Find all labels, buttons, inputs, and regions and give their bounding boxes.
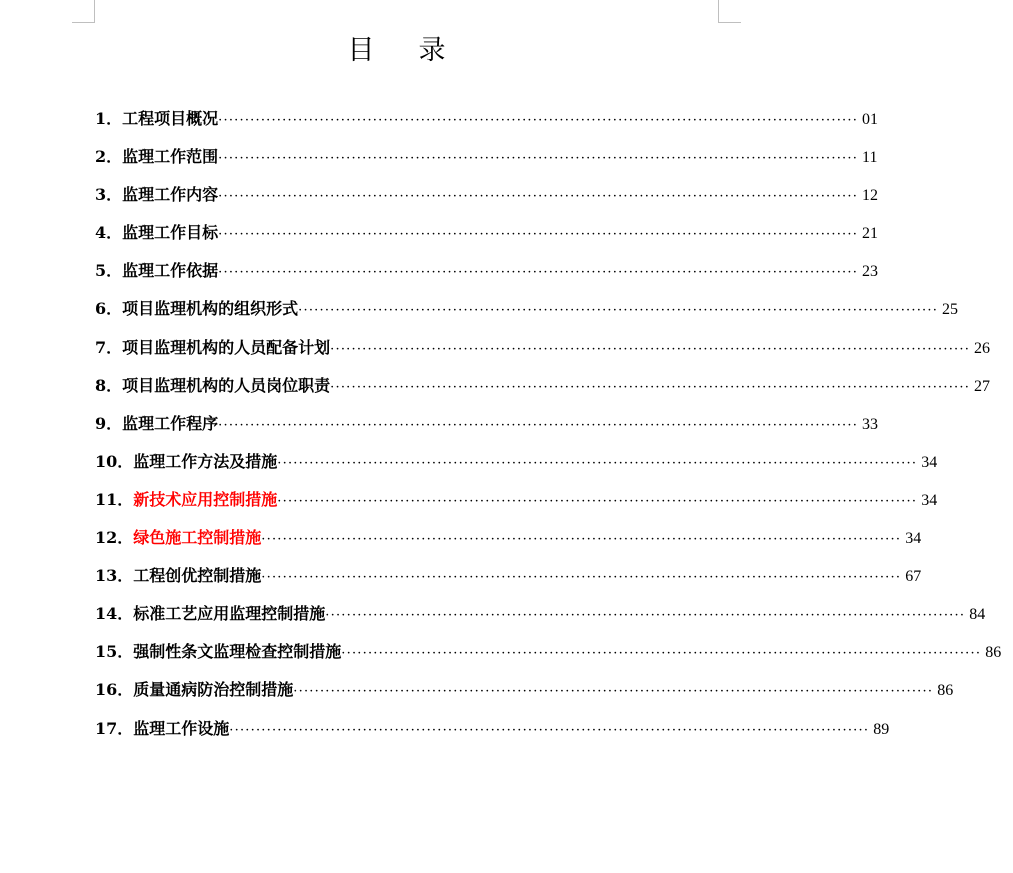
- toc-entry[interactable]: [95, 367, 991, 405]
- toc-entry[interactable]: [95, 710, 890, 748]
- toc-entry-label: 工程创优控制措施: [133, 566, 262, 586]
- toc-entry-page-number: 86: [937, 682, 954, 700]
- toc-entry-label: 强制性条文监理检查控制措施: [133, 642, 342, 662]
- toc-entry-number: 10．: [95, 451, 134, 471]
- toc-dot-leader: ························································································································: [218, 417, 859, 433]
- toc-entry-page-number: 27: [974, 377, 991, 395]
- toc-entry-label: 绿色施工控制措施: [133, 528, 262, 548]
- toc-entry-label: 监理工作程序: [122, 413, 219, 433]
- toc-entry-number: 15．: [95, 642, 134, 662]
- toc-dot-leader: ························································································································: [277, 455, 918, 471]
- toc-entry-page-number: 34: [905, 530, 922, 548]
- toc-entry-number: 3．: [95, 185, 123, 205]
- toc-entry-label: 标准工艺应用监理控制措施: [133, 604, 326, 624]
- toc-entry-number: 6．: [95, 299, 123, 319]
- toc-entry-number: 1．: [95, 109, 123, 128]
- toc-entry-number: 14．: [95, 604, 134, 624]
- toc-entry-page-number: 89: [873, 720, 890, 738]
- toc-entry-label: 项目监理机构的人员岗位职责: [122, 375, 331, 395]
- toc-entry[interactable]: [95, 252, 879, 290]
- toc-dot-leader: ························································································································: [229, 722, 870, 738]
- page-title: [0, 28, 793, 67]
- toc-entry[interactable]: [95, 481, 938, 519]
- toc-entry-label: 监理工作设施: [133, 718, 230, 738]
- toc-entry-number: 5．: [95, 261, 123, 281]
- toc-entry-number: 4．: [95, 223, 123, 243]
- toc-entry-number: 12．: [95, 528, 134, 548]
- toc-entry-number: 13．: [95, 566, 134, 586]
- title-char-1: 目: [347, 35, 375, 66]
- toc-entry-label: 项目监理机构的组织形式: [122, 299, 299, 319]
- toc-dot-leader: ························································································································: [218, 189, 859, 205]
- toc-entry[interactable]: [95, 633, 1002, 671]
- toc-entry-number: 16．: [95, 680, 134, 700]
- toc-entry-label: 监理工作依据: [122, 261, 219, 281]
- toc-entry[interactable]: [95, 557, 922, 595]
- toc-entry[interactable]: [95, 290, 959, 328]
- toc-entry-page-number: 34: [921, 491, 938, 509]
- toc-dot-leader: ························································································································: [298, 303, 939, 319]
- toc-dot-leader: ························································································································: [261, 570, 902, 586]
- toc-entry[interactable]: [95, 138, 878, 176]
- toc-entry-number: 7．: [95, 337, 123, 357]
- toc-dot-leader: ························································································································: [218, 265, 859, 281]
- toc-entry[interactable]: [95, 214, 879, 252]
- toc-entry-page-number: 84: [969, 606, 986, 624]
- toc-entry-page-number: 26: [974, 339, 991, 357]
- toc-dot-leader: ························································································································: [218, 151, 859, 167]
- toc-entry[interactable]: [95, 329, 991, 367]
- toc-dot-leader: ························································································································: [341, 646, 982, 662]
- toc-entry-page-number: 12: [862, 187, 879, 205]
- toc-dot-leader: ························································································································: [261, 532, 902, 548]
- toc-entry-label: 质量通病防治控制措施: [133, 680, 294, 700]
- toc-dot-leader: ························································································································: [325, 608, 966, 624]
- toc-entry-page-number: 01: [862, 111, 879, 128]
- toc-entry-page-number: 86: [985, 644, 1002, 662]
- toc-entry[interactable]: [95, 595, 986, 633]
- toc-entry-page-number: 67: [905, 568, 922, 586]
- toc-entry[interactable]: [95, 176, 879, 214]
- toc-dot-leader: ························································································································: [218, 113, 859, 128]
- toc-dot-leader: ························································································································: [218, 227, 859, 243]
- toc-entry-number: 11．: [95, 489, 134, 509]
- toc-entry-page-number: 11: [862, 149, 878, 167]
- toc-dot-leader: ························································································································: [330, 379, 971, 395]
- toc-entry-label: 监理工作目标: [122, 223, 219, 243]
- toc-entry-page-number: 21: [862, 225, 879, 243]
- toc-entry-page-number: 34: [921, 453, 938, 471]
- title-char-2: 录: [418, 35, 446, 66]
- table-of-contents: [95, 100, 1002, 748]
- toc-entry-number: 17．: [95, 718, 134, 738]
- toc-entry-label: 监理工作内容: [122, 185, 219, 205]
- toc-entry[interactable]: [95, 100, 879, 138]
- toc-entry-number: 2．: [95, 147, 123, 167]
- toc-entry-label: 项目监理机构的人员配备计划: [122, 337, 331, 357]
- toc-entry[interactable]: [95, 671, 954, 709]
- toc-entry[interactable]: [95, 519, 922, 557]
- toc-entry-number: 8．: [95, 375, 123, 395]
- toc-dot-leader: ························································································································: [293, 684, 934, 700]
- toc-entry[interactable]: [95, 443, 938, 481]
- toc-entry-label: 工程项目概况: [122, 109, 219, 128]
- toc-entry-number: 9．: [95, 413, 123, 433]
- toc-entry-label: 新技术应用控制措施: [133, 489, 278, 509]
- toc-entry-page-number: 23: [862, 263, 879, 281]
- page-corner-mark-right: [718, 0, 741, 23]
- toc-entry-label: 监理工作方法及措施: [133, 451, 278, 471]
- toc-entry-page-number: 33: [862, 415, 879, 433]
- page-corner-mark-left: [72, 0, 95, 23]
- toc-entry[interactable]: [95, 405, 879, 443]
- toc-entry-page-number: 25: [942, 301, 959, 319]
- toc-dot-leader: ························································································································: [330, 341, 971, 357]
- toc-dot-leader: ························································································································: [277, 493, 918, 509]
- toc-entry-label: 监理工作范围: [122, 147, 219, 167]
